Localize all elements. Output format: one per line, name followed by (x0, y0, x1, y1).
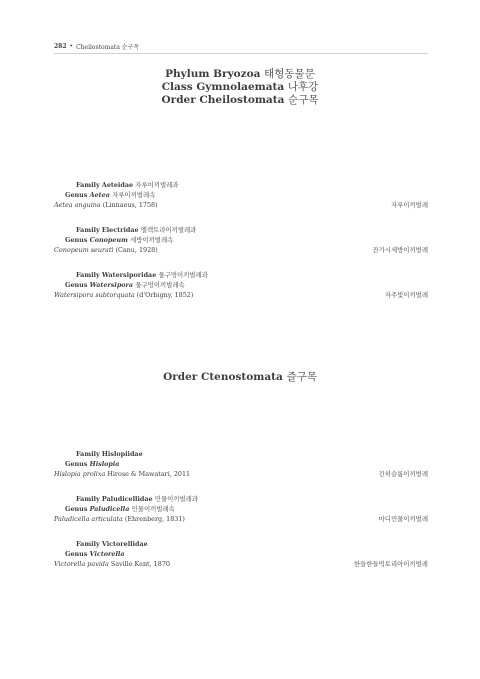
family-line: Family Victorellidae (76, 540, 148, 548)
title-order-ctenostomata: Order Ctenostomata 즐구목 (163, 371, 317, 383)
genus-line: Genus Paludicella 민물이끼벌레속 (65, 505, 175, 513)
header-rule (54, 53, 428, 54)
species-korean-name: 잔가시세방이끼벌레 (372, 246, 428, 254)
species-line: Conopeum seurati (Canu, 1928) 잔가시세방이끼벌레 (54, 246, 428, 254)
family-line: Family Aeteidae 자루이끼벌레과 (76, 181, 179, 189)
family-line: Family Watersiporidae 물구멍이끼벌레과 (76, 271, 208, 279)
species-line: Paludicella articulata (Ehrenberg, 1831) 마디민물이끼벌레 (54, 515, 428, 523)
family-line: Family Paludicellidae 민물이끼벌레과 (76, 495, 198, 503)
title-class: Class Gymnolaemata 나후강 (161, 81, 319, 93)
family-line: Family Hislopiidae (76, 450, 143, 458)
taxon-entry-aeteidae (54, 180, 428, 210)
species-korean-name: 자루이끼벌레 (390, 201, 428, 209)
title-phylum: Phylum Bryozoa 태형동물문 (165, 68, 315, 80)
species-korean-name: 한들한들빅토리아이끼벌레 (353, 560, 428, 568)
family-line: Family Electridae 엘렉트라이끼벌레과 (76, 226, 197, 234)
genus-line: Genus Aetea 자루이끼벌레속 (65, 191, 156, 199)
running-title: Cheilostomata 순구목 (76, 43, 140, 51)
species-line: Victorella pavida Saville Kent, 1870 한들한들빅토리아이끼벌레 (54, 560, 428, 568)
taxon-entry-paludicellidae (54, 494, 428, 524)
species-line: Watersipora subtorquata (d'Orbigny, 1852) 자주빛이끼벌레 (54, 291, 428, 299)
genus-line: Genus Watersipora 물구멍이끼벌레속 (65, 281, 185, 289)
section-title-ctenostomata (0, 371, 480, 384)
genus-line: Genus Victorella (65, 550, 125, 558)
taxon-entry-watersiporidae (54, 270, 428, 300)
species-line: Aetea anguina (Linnaeus, 1758) 자루이끼벌레 (54, 201, 428, 209)
taxon-entry-victorellidae (54, 539, 428, 569)
title-order: Order Cheilostomata 순구목 (161, 94, 319, 106)
taxon-entry-hislopiidae (54, 449, 428, 479)
species-korean-name: 마디민물이끼벌레 (378, 515, 428, 523)
header-bullet: • (69, 42, 74, 50)
running-header (54, 40, 428, 52)
genus-line: Genus Hislopia (65, 460, 120, 468)
species-korean-name: 자주빛이끼벌레 (384, 291, 428, 299)
genus-line: Genus Conopeum 세방이끼벌레속 (65, 236, 174, 244)
page-number: 282 (54, 42, 67, 50)
species-line: Hislopia prolixa Hirose & Mawatari, 2011 긴히슬롭이끼벌레 (54, 470, 428, 478)
taxon-entry-electridae (54, 225, 428, 255)
species-korean-name: 긴히슬롭이끼벌레 (378, 470, 428, 478)
section-title-cheilostomata (0, 68, 480, 107)
